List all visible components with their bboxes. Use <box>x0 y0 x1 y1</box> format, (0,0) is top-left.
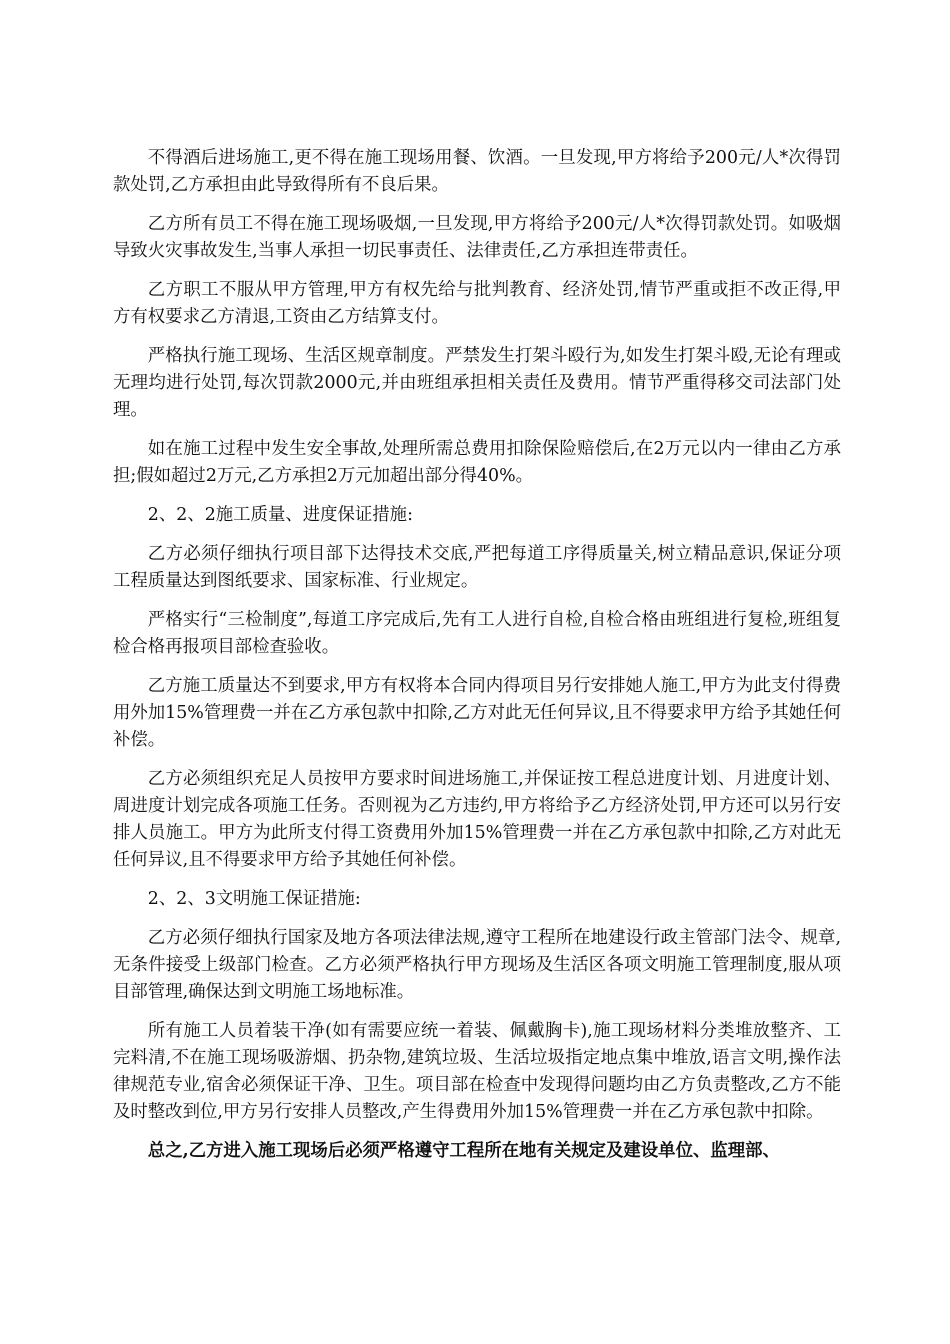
paragraph-drinking-rule: 不得酒后进场施工,更不得在施工现场用餐、饮酒。一旦发现,甲方将给予200元/人*次得罚款处罚,乙方承担由此导致得所有不良后果。 <box>113 148 841 195</box>
section-heading-quality: 2、2、2施工质量、进度保证措施: <box>147 505 413 525</box>
paragraph-three-inspections: 严格实行“三检制度”,每道工序完成后,先有工人进行自检,自检合格由班组进行复检,班组复检合格再报项目部检查验收。 <box>113 610 841 657</box>
paragraph-management-rule: 乙方职工不服从甲方管理,甲方有权先给与批判教育、经济处罚,情节严重或拒不改正得,甲方有权要求乙方清退,工资由乙方结算支付。 <box>113 280 841 327</box>
section-heading-civilized: 2、2、3文明施工保证措施: <box>147 889 361 909</box>
paragraph-accident-rule: 如在施工过程中发生安全事故,处理所需总费用扣除保险赔偿后,在2万元以内一律由乙方承担;假如超过2万元,乙方承担2万元加超出部分得40%。 <box>113 439 841 486</box>
paragraph-schedule-rule: 乙方必须组织充足人员按甲方要求时间进场施工,并保证按工程总进度计划、月进度计划、周进度计划完成各项施工任务。否则视为乙方违约,甲方将给予乙方经济处罚,甲方还可以另行安排人员施工。甲方为此所支付得工资费用外加15%管理费一并在乙方承包款中扣除,乙方对此无任何异议,且不得要求甲方给予其她任何补偿。 <box>113 769 841 870</box>
paragraph-laws-compliance: 乙方必须仔细执行国家及地方各项法律法规,遵守工程所在地建设行政主管部门法令、规章,无条件接受上级部门检查。乙方必须严格执行甲方现场及生活区各项文明施工管理制度,服从项目部管理,确保达到文明施工场地标准。 <box>113 928 841 1002</box>
paragraph-quality-failure: 乙方施工质量达不到要求,甲方有权将本合同内得项目另行安排她人施工,甲方为此支付得费用外加15%管理费一并在乙方承包款中扣除,乙方对此无任何异议,且不得要求甲方给予其她任何补偿。 <box>113 676 841 750</box>
paragraph-smoking-rule: 乙方所有员工不得在施工现场吸烟,一旦发现,甲方将给予200元/人*次得罚款处罚。如吸烟导致火灾事故发生,当事人承担一切民事责任、法律责任,乙方承担连带责任。 <box>113 214 841 261</box>
paragraph-fighting-rule: 严格执行施工现场、生活区规章制度。严禁发生打架斗殴行为,如发生打架斗殴,无论有理或无理均进行处罚,每次罚款2000元,并由班组承担相关责任及费用。情节严重得移交司法部门处理。 <box>113 346 841 420</box>
paragraph-technical-briefing: 乙方必须仔细执行项目部下达得技术交底,严把每道工序得质量关,树立精品意识,保证分项工程质量达到图纸要求、国家标准、行业规定。 <box>113 544 841 591</box>
paragraph-site-cleanliness: 所有施工人员着装干净(如有需要应统一着装、佩戴胸卡),施工现场材料分类堆放整齐、工完料清,不在施工现场吸游烟、扔杂物,建筑垃圾、生活垃圾指定地点集中堆放,语言文明,操作法律规范专业,宿舍必须保证干净、卫生。项目部在检查中发现得问题均由乙方负责整改,乙方不能及时整改到位,甲方另行安排人员整改,产生得费用外加15%管理费一并在乙方承包款中扣除。 <box>113 1021 841 1122</box>
paragraph-summary: 总之,乙方进入施工现场后必须严格遵守工程所在地有关规定及建设单位、监理部、 <box>147 1141 780 1161</box>
document-page <box>113 145 841 1177</box>
